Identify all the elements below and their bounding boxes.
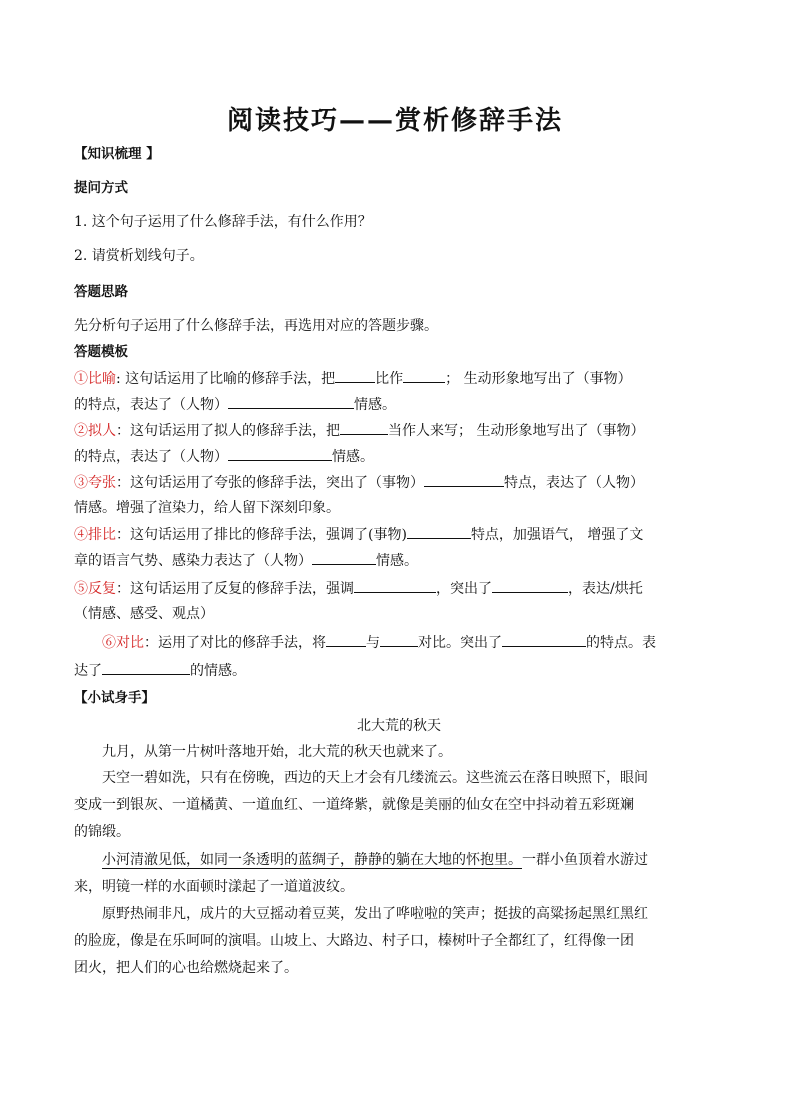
personification-label: ②拟人 [74, 423, 116, 439]
template-metaphor-line1: ①比喻: 这句话运用了比喻的修辞手法，把 比作 ； 生动形象地写出了（事物） [74, 368, 724, 389]
approach-header: 答题思路 [74, 284, 128, 300]
article-paragraph-3-line1: 小河清澈见低，如同一条透明的蓝绸子，静静的躺在大地的怀抱里。一群小鱼顶着水游过 [102, 852, 648, 868]
answer-blank[interactable] [228, 446, 332, 461]
template-header: 答题模板 [74, 344, 128, 360]
template-parallelism-line1: ④排比：这句话运用了排比的修辞手法，强调了(事物) 特点，加强语气， 增强了文 [74, 524, 724, 545]
article-paragraph-2-line2: 变成一到银灰、一道橘黄、一道血红、一道绛紫，就像是美丽的仙女在空中抖动着五彩斑斓 [74, 797, 634, 813]
answer-blank[interactable] [326, 632, 366, 647]
article-paragraph-2-line1: 天空一碧如洗，只有在傍晚，西边的天上才会有几缕流云。这些流云在落日映照下，眼间 [102, 770, 648, 786]
answer-blank[interactable] [228, 394, 354, 409]
answer-blank[interactable] [403, 368, 445, 383]
template-repetition-line2: （情感、感受、观点） [74, 606, 214, 622]
template-parallelism-line2: 章的语言气势、感染力表达了（人物） 情感。 [74, 550, 724, 571]
template-contrast-line1: ⑥对比：运用了对比的修辞手法，将 与 对比。突出了 的特点。表 [102, 632, 752, 653]
answer-blank[interactable] [492, 578, 568, 593]
answer-blank[interactable] [424, 472, 504, 487]
answer-blank[interactable] [340, 420, 388, 435]
question-1: 1. 这个句子运用了什么修辞手法，有什么作用？ [74, 214, 372, 230]
parallelism-label: ④排比 [74, 527, 116, 543]
question-header: 提问方式 [74, 180, 128, 196]
practice-header: 【小试身手】 [74, 690, 155, 706]
article-paragraph-2-line3: 的锦缎。 [74, 824, 130, 840]
repetition-label: ⑤反复 [74, 581, 116, 597]
answer-blank[interactable] [102, 660, 190, 675]
article-paragraph-4-line2: 的脸庞，像是在乐呵呵的演唱。山坡上、大路边、村子口，榛树叶子全都红了，红得像一团 [74, 933, 634, 949]
underlined-sentence: 小河清澈见低，如同一条透明的蓝绸子，静静的躺在大地的怀抱里。 [102, 852, 522, 868]
metaphor-label: ①比喻 [74, 371, 116, 387]
template-personification-line1: ②拟人：这句话运用了拟人的修辞手法，把 当作人来写； 生动形象地写出了（事物） [74, 420, 724, 441]
template-contrast-line2: 达了 的情感。 [74, 660, 724, 681]
article-paragraph-1: 九月，从第一片树叶落地开始，北大荒的秋天也就来了。 [102, 744, 452, 760]
template-hyperbole-line2: 情感。增强了渲染力，给人留下深刻印象。 [74, 500, 340, 516]
answer-blank[interactable] [354, 578, 436, 593]
answer-blank[interactable] [312, 550, 376, 565]
template-metaphor-line2: 的特点，表达了（人物） 情感。 [74, 394, 724, 415]
page-title: 阅读技巧——赏析修辞手法 [226, 106, 563, 136]
template-personification-line2: 的特点，表达了（人物） 情感。 [74, 446, 724, 467]
answer-blank[interactable] [407, 524, 471, 539]
article-paragraph-4-line3: 团火，把人们的心也给燃烧起来了。 [74, 960, 298, 976]
answer-blank[interactable] [380, 632, 418, 647]
template-repetition-line1: ⑤反复：这句话运用了反复的修辞手法，强调 ，突出了 ，表达/烘托 [74, 578, 724, 599]
article-paragraph-4-line1: 原野热闹非凡，成片的大豆摇动着豆荚，发出了哗啦啦的笑声；挺拔的高粱扬起黑红黑红 [102, 906, 648, 922]
hyperbole-label: ③夸张 [74, 475, 116, 491]
answer-blank[interactable] [335, 368, 375, 383]
approach-text: 先分析句子运用了什么修辞手法，再选用对应的答题步骤。 [74, 318, 438, 334]
answer-blank[interactable] [502, 632, 586, 647]
article-title: 北大荒的秋天 [357, 718, 441, 734]
knowledge-header: 【知识梳理 】 [74, 146, 160, 162]
contrast-label: ⑥对比 [102, 635, 144, 651]
article-paragraph-3-line2: 来，明镜一样的水面顿时漾起了一道道波纹。 [74, 879, 354, 895]
question-2: 2. 请赏析划线句子。 [74, 248, 204, 264]
template-hyperbole-line1: ③夸张：这句话运用了夸张的修辞手法，突出了（事物） 特点，表达了（人物） [74, 472, 724, 493]
